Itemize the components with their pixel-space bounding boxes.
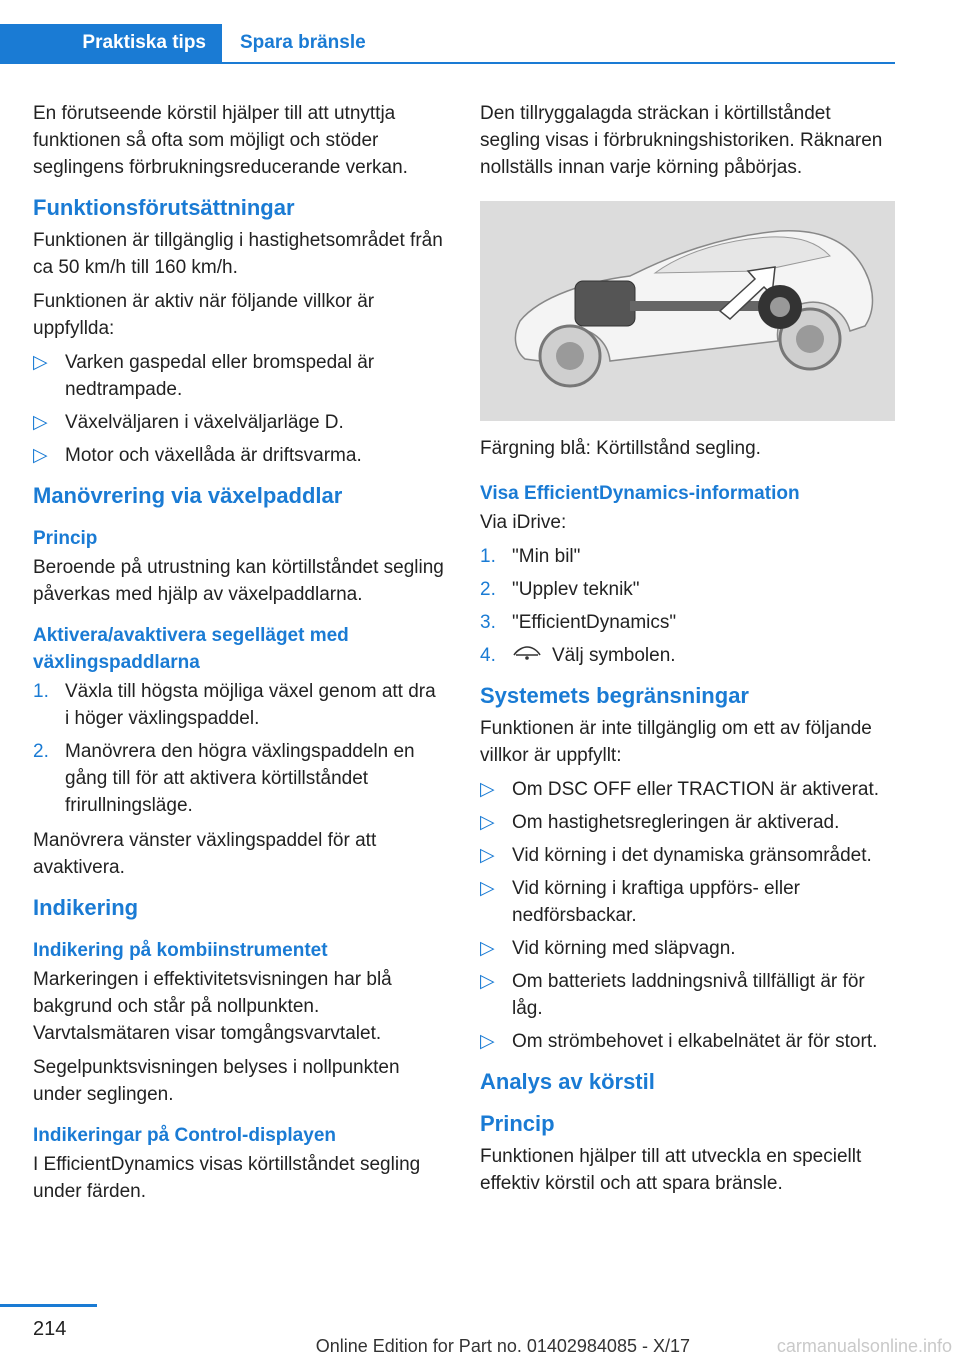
idrive-paragraph: Via iDrive: [480, 512, 567, 533]
page-number: 214 [33, 1318, 67, 1340]
footer-divider [0, 1304, 97, 1307]
triangle-right-icon: ▷ [480, 812, 495, 834]
availability-paragraph: Funktionen är tillgänglig i hastighetsområdet från ca 50 km/h till 160 km/h. [33, 230, 443, 278]
list-item: 2. Manövrera den högra växlingspaddeln en gång till för att aktivera körtillståndet frirullningsläge. [33, 741, 415, 816]
list-item: 3. "EfficientDynamics" [480, 612, 677, 633]
triangle-right-icon: ▷ [33, 412, 48, 433]
list-item: 1. Växla till högsta möjliga växel genom att dra i höger växlingspaddel. [33, 681, 436, 729]
heading-princip-right: Princip [480, 1111, 555, 1137]
heading-systemets-begransningar: Systemets begränsningar [480, 683, 749, 709]
heading-analys-korstil: Analys av körstil [480, 1069, 655, 1095]
heading-kombiinstrument: Indikering på kombiinstrumentet [33, 940, 328, 961]
header-tabs [0, 24, 895, 64]
heading-funktionsforutsattningar: Funktionsförutsättningar [33, 195, 295, 220]
car-illustration [480, 201, 895, 421]
heading-visa-efficientdynamics: Visa EfficientDynamics-information [480, 483, 800, 504]
list-item: 2. "Upplev teknik" [480, 579, 640, 600]
active-paragraph: Funktionen är aktiv när följande villkor är uppfyllda: [33, 291, 375, 339]
triangle-right-icon: ▷ [480, 971, 495, 993]
triangle-right-icon: ▷ [480, 845, 495, 867]
list-item: ▷ Motor och växellåda är driftsvarma. [33, 442, 445, 469]
list-item: ▷ Vid körning i det dynamiska gränsområdet. [480, 842, 895, 869]
analysis-paragraph: Funktionen hjälper till att utveckla en speciellt effektiv körstil och att spara bränsle. [480, 1146, 862, 1195]
list-item: ▷ Om batteriets laddningsnivå tillfälligt är för låg. [480, 968, 895, 1022]
car-symbol-icon [512, 642, 542, 669]
list-item: ▷ Om hastighetsregleringen är aktiverad. [480, 809, 895, 836]
marker-paragraph: Markeringen i effektivitetsvisningen har blå bakgrund och står på nollpunkten. Varvtalsmätaren visar tomgångsvarvtalet. [33, 969, 392, 1044]
heading-control-display: Indikeringar på Control-displayen [33, 1125, 336, 1146]
triangle-right-icon: ▷ [480, 938, 495, 960]
right-column [480, 100, 895, 1204]
triangle-right-icon: ▷ [480, 878, 495, 900]
list-item: ▷ Växelväljaren i växelväljarläge D. [33, 409, 445, 436]
left-column [33, 100, 445, 1212]
edition-text: Online Edition for Part no. 01402984085 - X/17 [315, 1336, 690, 1356]
distance-paragraph: Den tillryggalagda sträckan i körtillståndet segling visas i förbrukningshistoriken. Räknaren nollställs innan varje körning påbörjas. [480, 103, 883, 178]
deactivate-paragraph: Manövrera vänster växlingspaddel för att avaktivera. [33, 830, 377, 878]
tab-praktiska-tips[interactable]: Praktiska tips [0, 24, 222, 62]
control-paragraph: I EfficientDynamics visas körtillståndet segling under färden. [33, 1154, 421, 1202]
triangle-right-icon: ▷ [33, 445, 48, 466]
triangle-right-icon: ▷ [480, 779, 495, 801]
heading-indikering: Indikering [33, 895, 139, 920]
list-item: 4. Välj symbolen. [480, 642, 895, 669]
list-item: ▷ Om DSC OFF eller TRACTION är aktiverat. [480, 776, 895, 803]
heading-aktivera: Aktivera/avaktivera segelläget med växlingspaddlarna [33, 625, 349, 673]
conditions-list [33, 349, 445, 469]
heading-princip: Princip [33, 528, 98, 549]
limits-paragraph: Funktionen är inte tillgänglig om ett av följande villkor är uppfyllt: [480, 718, 872, 767]
steps-list [33, 678, 445, 819]
list-item: ▷ Vid körning i kraftiga uppförs- eller nedförsbackar. [480, 875, 895, 929]
principle-paragraph: Beroende på utrustning kan körtillståndet segling påverkas med hjälp av växelpaddlarna. [33, 557, 444, 605]
list-item: 1. "Min bil" [480, 546, 581, 567]
tab-spara-bransle[interactable]: Spara bränsle [240, 32, 366, 53]
triangle-right-icon: ▷ [33, 352, 48, 373]
triangle-right-icon: ▷ [480, 1031, 495, 1053]
list-item: ▷ Varken gaspedal eller bromspedal är nedtrampade. [33, 349, 445, 403]
car-drawing-icon [480, 201, 895, 421]
limits-list [480, 776, 895, 1055]
heading-manovrering: Manövrering via växelpaddlar [33, 483, 343, 508]
list-item: ▷ Om strömbehovet i elkabelnätet är för stort. [480, 1028, 895, 1055]
list-item: ▷ Vid körning med släpvagn. [480, 935, 895, 962]
intro-paragraph: En förutseende körstil hjälper till att utnyttja funktionen så ofta som möjligt och stöder seglingens förbrukningsreducerande verkan. [33, 103, 408, 178]
sail-paragraph: Segelpunktsvisningen belyses i nollpunkten under seglingen. [33, 1057, 400, 1105]
figure-caption: Färgning blå: Körtillstånd segling. [480, 438, 761, 459]
idrive-steps-list [480, 543, 895, 669]
watermark-text: carmanualsonline.info [776, 1336, 952, 1356]
